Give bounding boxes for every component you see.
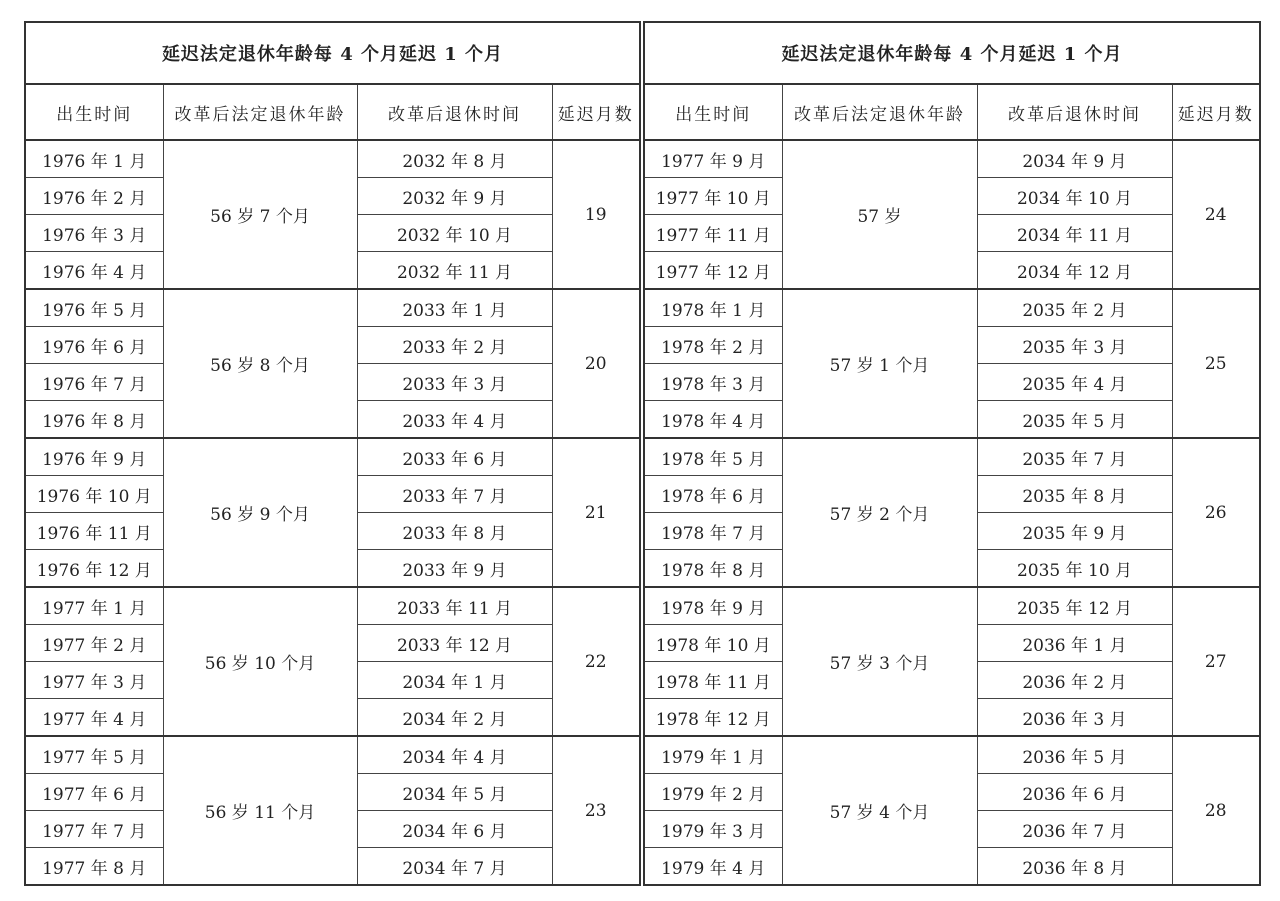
birth-time-cell: 1977 年 2 月 (25, 625, 163, 662)
retirement-time-cell: 2033 年 6 月 (357, 438, 552, 476)
retirement-time-cell: 2032 年 11 月 (357, 252, 552, 290)
birth-time-cell: 1976 年 6 月 (25, 327, 163, 364)
retirement-time-cell: 2033 年 8 月 (357, 513, 552, 550)
retirement-time-cell: 2033 年 7 月 (357, 476, 552, 513)
delay-months-cell: 21 (552, 438, 640, 587)
retirement-time-cell: 2034 年 6 月 (357, 811, 552, 848)
retirement-age-cell: 56 岁 11 个月 (163, 736, 357, 885)
retirement-time-cell: 2034 年 5 月 (357, 774, 552, 811)
retirement-time-cell: 2032 年 10 月 (357, 215, 552, 252)
table-row (644, 587, 1260, 625)
retirement-time-cell: 2035 年 7 月 (977, 438, 1172, 476)
retirement-time-cell: 2033 年 3 月 (357, 364, 552, 401)
retirement-table-page (24, 21, 1259, 883)
retirement-time-cell: 2032 年 8 月 (357, 140, 552, 178)
retirement-time-cell: 2035 年 3 月 (977, 327, 1172, 364)
birth-time-cell: 1976 年 1 月 (25, 140, 163, 178)
table-row (25, 736, 640, 774)
birth-time-cell: 1976 年 11 月 (25, 513, 163, 550)
retirement-time-cell: 2033 年 12 月 (357, 625, 552, 662)
retirement-time-cell: 2032 年 9 月 (357, 178, 552, 215)
birth-time-cell: 1977 年 3 月 (25, 662, 163, 699)
retirement-time-cell: 2036 年 8 月 (977, 848, 1172, 886)
birth-time-cell: 1976 年 5 月 (25, 289, 163, 327)
table-title: 延迟法定退休年龄每 4 个月延迟 1 个月 (644, 22, 1260, 84)
birth-time-cell: 1977 年 10 月 (644, 178, 782, 215)
retirement-time-cell: 2035 年 10 月 (977, 550, 1172, 588)
delay-months-cell: 24 (1172, 140, 1260, 289)
birth-time-cell: 1977 年 1 月 (25, 587, 163, 625)
left-retirement-table (24, 21, 641, 886)
retirement-age-cell: 56 岁 10 个月 (163, 587, 357, 736)
header-delay-months: 延迟月数 (552, 84, 640, 140)
retirement-time-cell: 2033 年 1 月 (357, 289, 552, 327)
birth-time-cell: 1978 年 11 月 (644, 662, 782, 699)
birth-time-cell: 1976 年 8 月 (25, 401, 163, 439)
table-row (644, 289, 1260, 327)
birth-time-cell: 1978 年 1 月 (644, 289, 782, 327)
delay-months-cell: 26 (1172, 438, 1260, 587)
delay-months-cell: 28 (1172, 736, 1260, 885)
birth-time-cell: 1978 年 4 月 (644, 401, 782, 439)
retirement-time-cell: 2034 年 10 月 (977, 178, 1172, 215)
retirement-age-cell: 56 岁 8 个月 (163, 289, 357, 438)
retirement-time-cell: 2033 年 11 月 (357, 587, 552, 625)
retirement-time-cell: 2036 年 1 月 (977, 625, 1172, 662)
birth-time-cell: 1976 年 2 月 (25, 178, 163, 215)
retirement-time-cell: 2035 年 4 月 (977, 364, 1172, 401)
retirement-time-cell: 2036 年 6 月 (977, 774, 1172, 811)
birth-time-cell: 1977 年 5 月 (25, 736, 163, 774)
birth-time-cell: 1976 年 4 月 (25, 252, 163, 290)
retirement-time-cell: 2034 年 1 月 (357, 662, 552, 699)
retirement-age-cell: 57 岁 (782, 140, 977, 289)
table-row (25, 289, 640, 327)
birth-time-cell: 1978 年 3 月 (644, 364, 782, 401)
retirement-time-cell: 2036 年 7 月 (977, 811, 1172, 848)
retirement-time-cell: 2035 年 12 月 (977, 587, 1172, 625)
retirement-time-cell: 2035 年 9 月 (977, 513, 1172, 550)
retirement-time-cell: 2035 年 8 月 (977, 476, 1172, 513)
retirement-time-cell: 2034 年 9 月 (977, 140, 1172, 178)
birth-time-cell: 1976 年 7 月 (25, 364, 163, 401)
header-birth-time: 出生时间 (25, 84, 163, 140)
table-row (644, 140, 1260, 178)
delay-months-cell: 23 (552, 736, 640, 885)
retirement-time-cell: 2034 年 2 月 (357, 699, 552, 737)
retirement-time-cell: 2033 年 2 月 (357, 327, 552, 364)
retirement-time-cell: 2033 年 4 月 (357, 401, 552, 439)
birth-time-cell: 1977 年 4 月 (25, 699, 163, 737)
birth-time-cell: 1978 年 7 月 (644, 513, 782, 550)
delay-months-cell: 19 (552, 140, 640, 289)
retirement-time-cell: 2034 年 11 月 (977, 215, 1172, 252)
birth-time-cell: 1978 年 6 月 (644, 476, 782, 513)
birth-time-cell: 1977 年 6 月 (25, 774, 163, 811)
delay-months-cell: 27 (1172, 587, 1260, 736)
birth-time-cell: 1978 年 9 月 (644, 587, 782, 625)
retirement-age-cell: 56 岁 9 个月 (163, 438, 357, 587)
retirement-age-cell: 57 岁 2 个月 (782, 438, 977, 587)
table-row (25, 438, 640, 476)
birth-time-cell: 1977 年 7 月 (25, 811, 163, 848)
table-row (25, 587, 640, 625)
table-title: 延迟法定退休年龄每 4 个月延迟 1 个月 (25, 22, 640, 84)
retirement-time-cell: 2035 年 2 月 (977, 289, 1172, 327)
retirement-time-cell: 2034 年 12 月 (977, 252, 1172, 290)
table-row (25, 140, 640, 178)
table-row (644, 438, 1260, 476)
birth-time-cell: 1978 年 8 月 (644, 550, 782, 588)
retirement-time-cell: 2035 年 5 月 (977, 401, 1172, 439)
header-delay-months: 延迟月数 (1172, 84, 1260, 140)
birth-time-cell: 1978 年 5 月 (644, 438, 782, 476)
birth-time-cell: 1978 年 12 月 (644, 699, 782, 737)
birth-time-cell: 1976 年 10 月 (25, 476, 163, 513)
delay-months-cell: 25 (1172, 289, 1260, 438)
header-birth-time: 出生时间 (644, 84, 782, 140)
retirement-time-cell: 2034 年 7 月 (357, 848, 552, 886)
birth-time-cell: 1978 年 10 月 (644, 625, 782, 662)
birth-time-cell: 1976 年 9 月 (25, 438, 163, 476)
retirement-age-cell: 56 岁 7 个月 (163, 140, 357, 289)
table-row (644, 736, 1260, 774)
birth-time-cell: 1979 年 3 月 (644, 811, 782, 848)
retirement-age-cell: 57 岁 4 个月 (782, 736, 977, 885)
retirement-age-cell: 57 岁 1 个月 (782, 289, 977, 438)
birth-time-cell: 1977 年 12 月 (644, 252, 782, 290)
birth-time-cell: 1977 年 11 月 (644, 215, 782, 252)
header-retirement-time: 改革后退休时间 (977, 84, 1172, 140)
delay-months-cell: 22 (552, 587, 640, 736)
birth-time-cell: 1977 年 8 月 (25, 848, 163, 886)
birth-time-cell: 1978 年 2 月 (644, 327, 782, 364)
birth-time-cell: 1976 年 12 月 (25, 550, 163, 588)
birth-time-cell: 1979 年 1 月 (644, 736, 782, 774)
header-retirement-time: 改革后退休时间 (357, 84, 552, 140)
retirement-time-cell: 2034 年 4 月 (357, 736, 552, 774)
retirement-age-cell: 57 岁 3 个月 (782, 587, 977, 736)
birth-time-cell: 1977 年 9 月 (644, 140, 782, 178)
right-retirement-table (643, 21, 1261, 886)
retirement-time-cell: 2036 年 2 月 (977, 662, 1172, 699)
birth-time-cell: 1976 年 3 月 (25, 215, 163, 252)
retirement-time-cell: 2036 年 5 月 (977, 736, 1172, 774)
header-retirement-age: 改革后法定退休年龄 (782, 84, 977, 140)
birth-time-cell: 1979 年 4 月 (644, 848, 782, 886)
retirement-time-cell: 2036 年 3 月 (977, 699, 1172, 737)
retirement-time-cell: 2033 年 9 月 (357, 550, 552, 588)
header-retirement-age: 改革后法定退休年龄 (163, 84, 357, 140)
delay-months-cell: 20 (552, 289, 640, 438)
birth-time-cell: 1979 年 2 月 (644, 774, 782, 811)
